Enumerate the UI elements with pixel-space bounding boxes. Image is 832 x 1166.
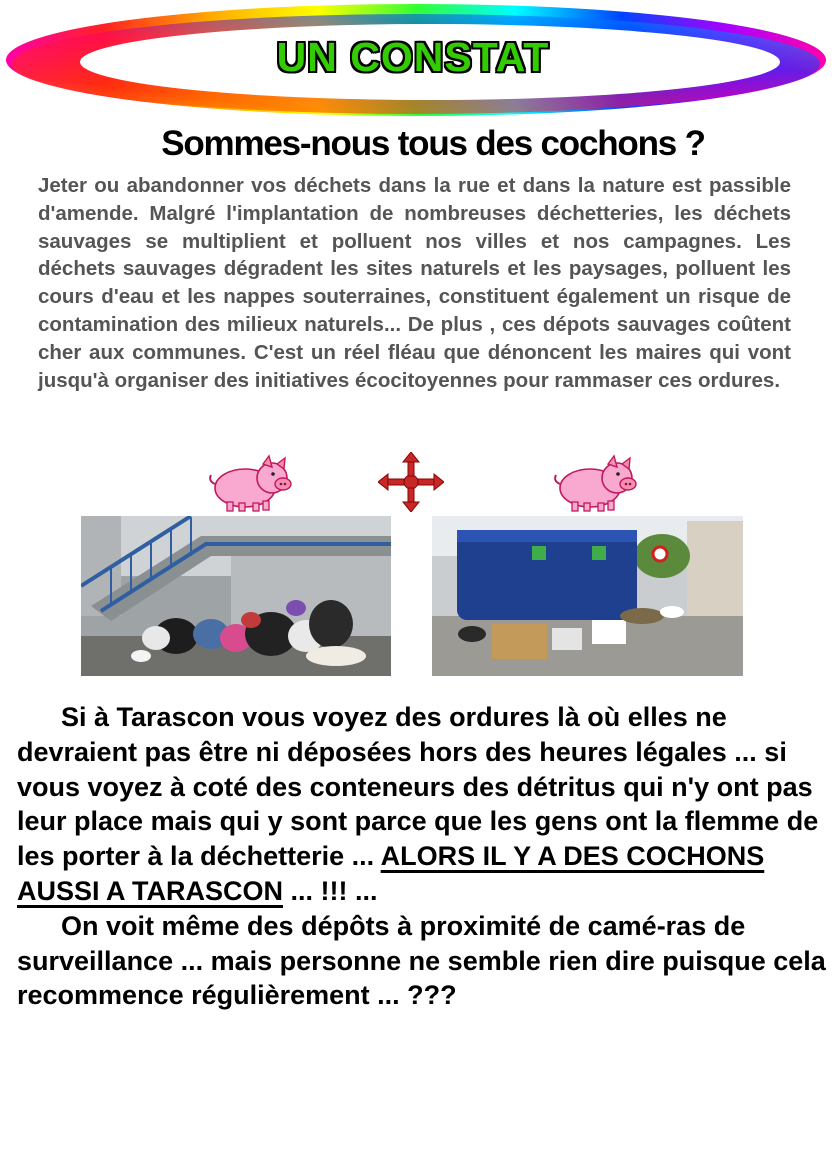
paragraph1-emphasis: ALORS IL Y A DES COCHONS AUSSI A TARASCON xyxy=(17,841,765,906)
paragraph1-start: Si à Tarascon vous voyez des ordures là où elles ne devraient pas être ni déposées hors des heures légales ... si vous voyez à coté des conteneurs des détritus qui n'y ont pas leur place mais qui y sont parce que les gens ont la flemme de les porter à la déchetterie ... xyxy=(17,702,819,872)
intro-paragraph: Jeter ou abandonner vos déchets dans la rue et dans la nature est passible d'amende. Malgré l'implantation de nombreuses déchetteries, les déchets sauvages se multiplient et polluent nos villes et nos campagnes. Les déchets sauvages dégradent les sites naturels et les paysages, polluent les cours d'eau et les nappes souterraines, constituent également un risque de contamination des milieux naturels... De plus , ces dépots sauvages coûtent cher aux communes. C'est un réel fléau que dénoncent les maires qui vont jusqu'à organiser des initiatives écocitoyennes pour rammaser ces ordures. xyxy=(38,174,791,392)
paragraph1-end: ... !!! ... xyxy=(283,875,378,906)
trash-bags-by-stairs-photo xyxy=(81,516,391,676)
trash-next-to-containers-photo xyxy=(432,516,743,676)
main-paragraph xyxy=(17,700,829,1013)
four-way-arrows-icon xyxy=(378,452,444,512)
pig-icon xyxy=(205,454,295,512)
header-banner xyxy=(0,0,832,125)
pig-icon xyxy=(550,454,640,512)
article-subtitle: Sommes-nous tous des cochons ? xyxy=(161,124,705,163)
banner-title: UN CONSTAT xyxy=(276,33,550,80)
paragraph2: On voit même des dépôts à proximité de camé-ras de surveillance ... mais personne ne semble rien dire puisque cela recommence régulièrement ... ??? xyxy=(17,910,826,1011)
